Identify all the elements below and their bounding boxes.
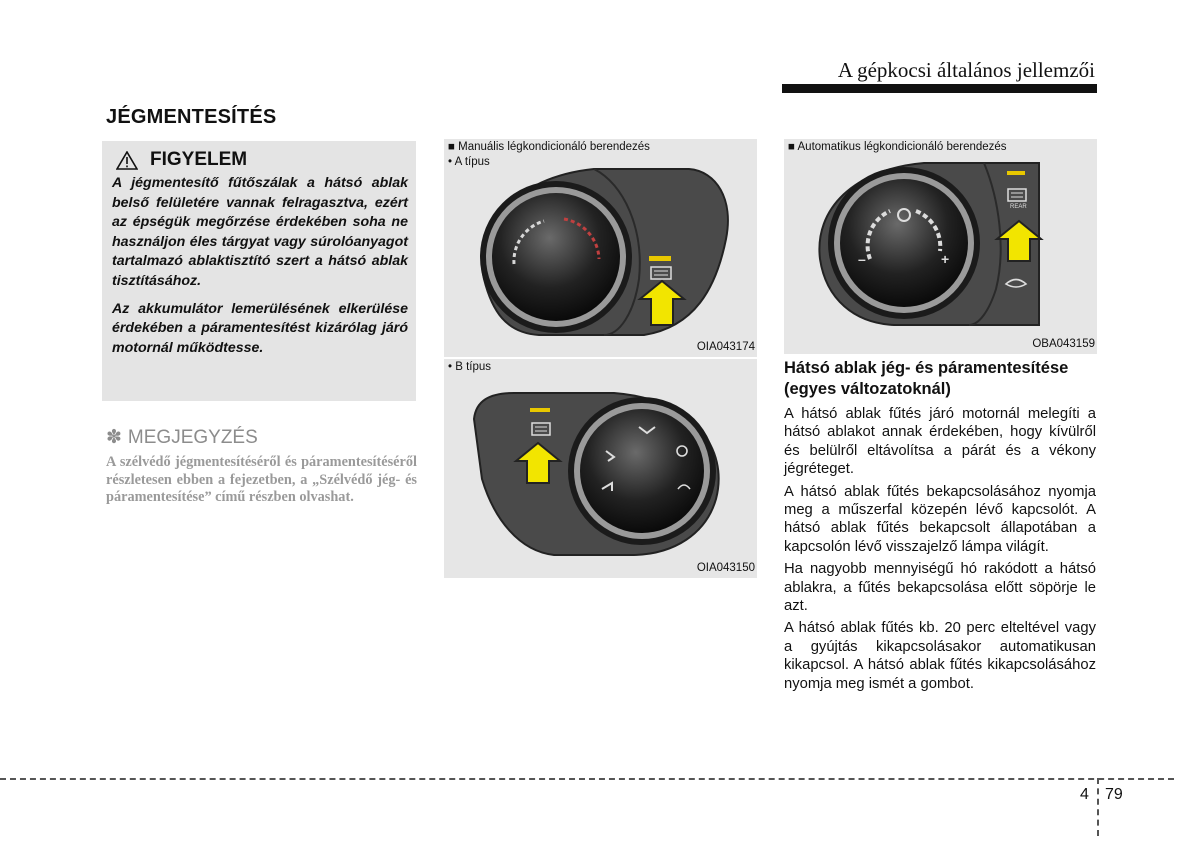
figure-code: OIA043174: [696, 341, 755, 353]
body-paragraph: A hátsó ablak fűtés járó motornál melegíti a hátsó ablakot annak érdekében, hogy kívülről és belülről eltávolítsa a párát és a vékony jégréteget.: [784, 406, 1096, 478]
note-heading-text: MEGJEGYZÉS: [127, 426, 258, 448]
figure-caption: ■ Manuális légkondicionáló berendezés: [448, 141, 650, 153]
warning-heading: [116, 149, 247, 171]
body-text: [784, 405, 1096, 697]
arrow-up-icon: [444, 359, 757, 578]
warning-paragraph: Az akkumulátor lemerülésének elkerülése érdekében a páramentesítést kizárólag járó motornál működtesse.: [112, 300, 408, 356]
header-rule: [782, 84, 1097, 93]
body-paragraph: A hátsó ablak fűtés bekapcsolásához nyomja meg a műszerfal közepén lévő kapcsolót. A hátsó ablak fűtés bekapcsolt állapotában a kapcsolón lévő visszajelző lámpa világít.: [784, 483, 1096, 555]
footer-vertical-divider: [1097, 778, 1099, 836]
knob-plus-label: +: [941, 251, 950, 267]
warning-paragraph: A jégmentesítő fűtőszálak a hátsó ablak belső felületére vannak felragasztva, ezért az épségük megőrzése érdekében soha ne használjon éles tárgyat vagy súrolóanyagot tartalmazó ablaktisztító szert a hátsó ablak tisztításához.: [112, 175, 408, 289]
figure-code: OIA043150: [696, 562, 755, 574]
warning-heading-text: FIGYELEM: [150, 149, 248, 170]
knob-minus-label: –: [858, 251, 866, 267]
footer-divider: [0, 778, 1174, 780]
figure-manual-type-b: [444, 359, 757, 578]
warning-triangle-icon: [116, 151, 138, 170]
rear-label: REAR: [1010, 204, 1027, 210]
figure-caption: ■ Automatikus légkondicionáló berendezés: [788, 141, 1007, 153]
figure-automatic: [784, 139, 1097, 354]
figure-type-label: • A típus: [448, 156, 490, 168]
chapter-number: 4: [1080, 786, 1089, 803]
body-paragraph: A hátsó ablak fűtés kb. 20 perc elteltével vagy a gyújtás kikapcsolásakor automatikusan kikapcsol. A hátsó ablak fűtés kikapcsolásához nyomja meg ismét a gombot.: [784, 620, 1096, 692]
note-heading: [106, 426, 258, 449]
figure-code: OBA043159: [1032, 338, 1095, 350]
chapter-title: A gépkocsi általános jellemzői: [837, 58, 1095, 82]
page-number: 79: [1105, 786, 1123, 803]
body-paragraph: Ha nagyobb mennyiségű hó rakódott a hátsó ablakra, a fűtés bekapcsolása előtt söpörje le azt.: [784, 561, 1096, 615]
figure-manual-type-a: [444, 139, 757, 357]
arrow-up-icon: [784, 139, 1097, 354]
warning-body: [112, 174, 408, 366]
note-body: A szélvédő jégmentesítéséről és páramentesítéséről részletesen ebben a fejezetben, a „Szélvédő jég- és páramentesítése” című részben olvashat.: [106, 454, 417, 506]
warning-box: [102, 141, 416, 401]
figure-type-label: • B típus: [448, 361, 492, 373]
section-title: JÉGMENTESÍTÉS: [106, 106, 277, 128]
note-symbol: ✽: [106, 427, 122, 448]
subsection-title: Hátsó ablak jég- és páramentesítése (egyes változatoknál): [784, 359, 1069, 398]
arrow-up-icon: [444, 139, 757, 357]
